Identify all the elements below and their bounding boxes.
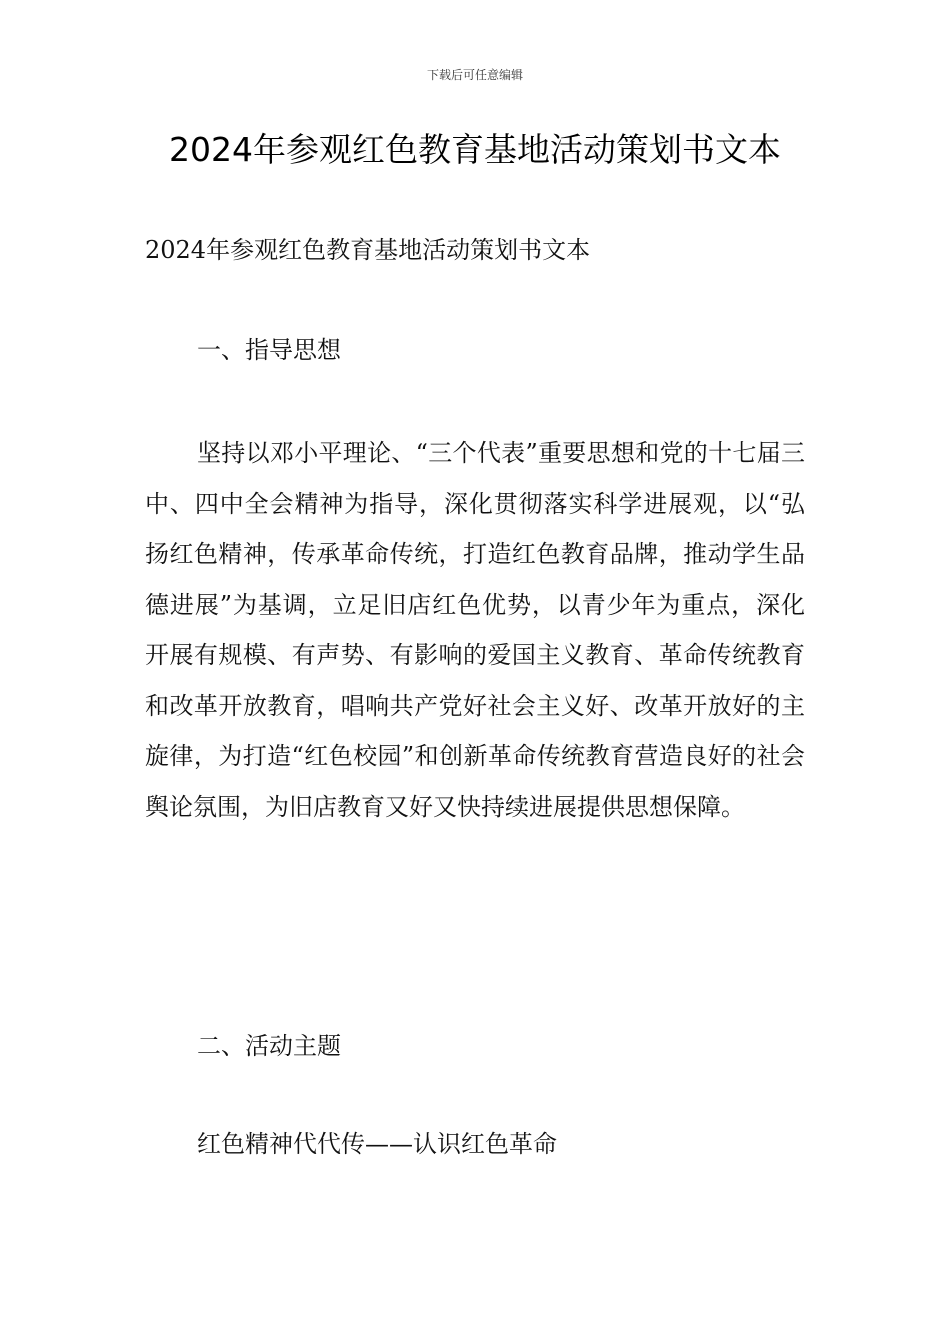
section-heading-activity-theme: 二、活动主题: [197, 1032, 341, 1060]
section-body-guiding-ideology: 坚持以邓小平理论、“三个代表”重要思想和党的十七届三中、四中全会精神为指导，深化贯彻落实科学进展观，以“弘扬红色精神，传承革命传统，打造红色教育品牌，推动学生品德进展”为基调，立足旧店红色优势，以青少年为重点，深化开展有规模、有声势、有影响的爱国主义教育、革命传统教育和改革开放教育，唱响共产党好社会主义好、改革开放好的主旋律，为打造“红色校园”和创新革命传统教育营造良好的社会舆论氛围，为旧店教育又好又快持续进展提供思想保障。: [145, 439, 805, 821]
section-body-activity-theme: 红色精神代代传——认识红色革命: [197, 1130, 557, 1158]
section-heading-guiding-ideology: 一、指导思想: [197, 336, 341, 364]
header-note: 下载后可任意编辑: [426, 68, 523, 82]
document-subtitle: 2024年参观红色教育基地活动策划书文本: [145, 236, 591, 264]
document-title: 2024年参观红色教育基地活动策划书文本: [169, 130, 781, 169]
